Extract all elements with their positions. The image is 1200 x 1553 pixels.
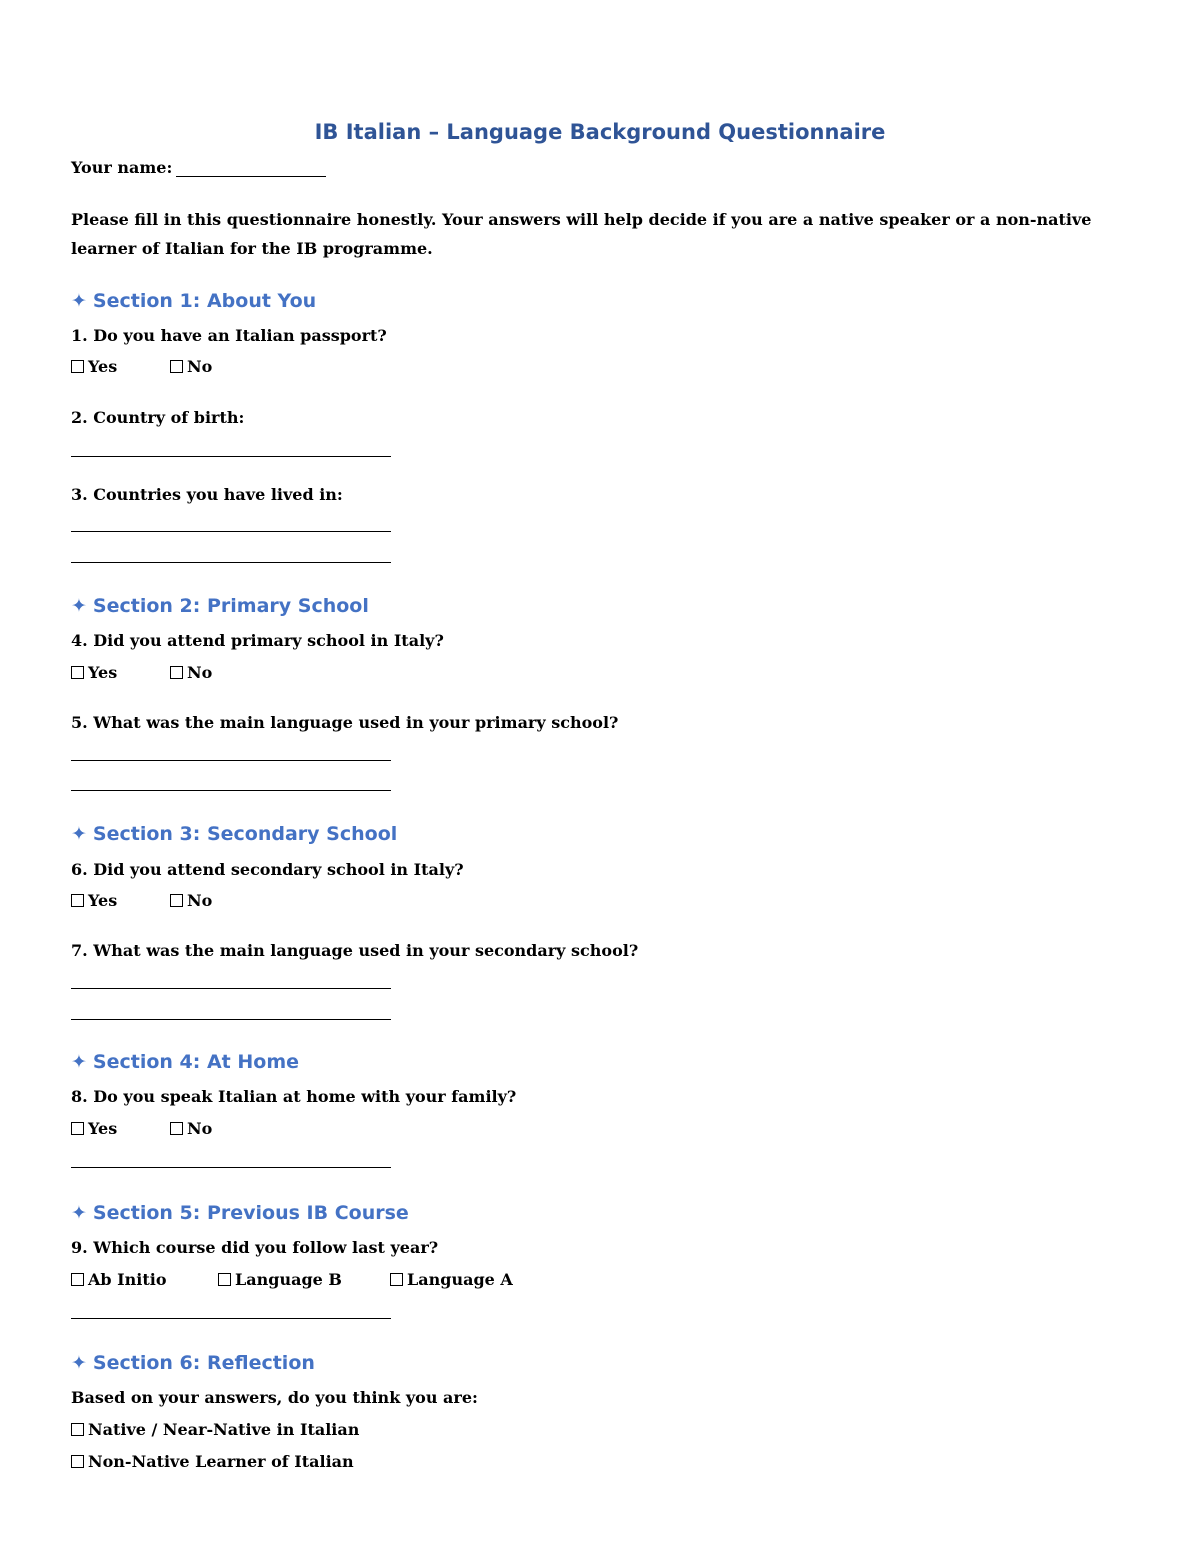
section-star-icon: ✦ (71, 1202, 87, 1224)
option-label: Language B (235, 1270, 342, 1289)
checkbox-icon[interactable] (218, 1273, 231, 1286)
checkbox-icon[interactable] (390, 1273, 403, 1286)
q6-yes-option[interactable] (71, 891, 117, 910)
section-heading-2 (71, 595, 369, 617)
option-label: Non-Native Learner of Italian (88, 1452, 354, 1471)
q9-language-b-option[interactable] (218, 1270, 342, 1289)
section-star-icon: ✦ (71, 595, 87, 617)
question-5: 5. What was the main language used in your primary school? (71, 713, 619, 732)
option-label: No (187, 663, 213, 682)
section-title: Section 3: Secondary School (92, 823, 398, 845)
option-label: No (187, 1119, 213, 1138)
question-9: 9. Which course did you follow last year? (71, 1238, 439, 1257)
question-10: Based on your answers, do you think you are: (71, 1388, 478, 1407)
question-4: 4. Did you attend primary school in Italy? (71, 631, 444, 650)
q4-no-option[interactable] (170, 663, 212, 682)
option-label: Language A (407, 1270, 513, 1289)
q9-ab-initio-option[interactable] (71, 1270, 167, 1289)
section-title: Section 6: Reflection (92, 1352, 315, 1374)
checkbox-icon[interactable] (71, 666, 84, 679)
question-8: 8. Do you speak Italian at home with your family? (71, 1087, 517, 1106)
checkbox-icon[interactable] (71, 1423, 84, 1436)
checkbox-icon[interactable] (170, 666, 183, 679)
section-star-icon: ✦ (71, 290, 87, 312)
option-label: Yes (88, 357, 118, 376)
section-star-icon: ✦ (71, 1352, 87, 1374)
intro-text: Please fill in this questionnaire honestly. Your answers will help decide if you are a native speaker or a non-native learner of Italian for the IB programme. (71, 210, 1092, 258)
answer-line[interactable] (71, 760, 391, 761)
checkbox-icon[interactable] (71, 894, 84, 907)
native-option[interactable] (71, 1420, 359, 1439)
answer-line[interactable] (71, 531, 391, 532)
checkbox-icon[interactable] (170, 360, 183, 373)
option-label: Yes (88, 891, 118, 910)
question-2: 2. Country of birth: (71, 408, 245, 427)
section-star-icon: ✦ (71, 1051, 87, 1073)
section-heading-5 (71, 1202, 409, 1224)
checkbox-icon[interactable] (71, 1455, 84, 1468)
q8-yes-option[interactable] (71, 1119, 117, 1138)
name-row (71, 158, 326, 177)
section-heading-6 (71, 1352, 315, 1374)
section-star-icon: ✦ (71, 823, 87, 845)
answer-line[interactable] (71, 456, 391, 457)
q6-no-option[interactable] (170, 891, 212, 910)
section-title: Section 4: At Home (92, 1051, 300, 1073)
answer-line[interactable] (71, 1318, 391, 1319)
option-label: Native / Near-Native in Italian (88, 1420, 360, 1439)
page-title: IB Italian – Language Background Questionnaire (314, 120, 886, 144)
option-label: Ab Initio (88, 1270, 167, 1289)
checkbox-icon[interactable] (170, 894, 183, 907)
option-label: Yes (88, 1119, 118, 1138)
q1-yes-option[interactable] (71, 357, 117, 376)
section-title: Section 2: Primary School (92, 595, 369, 617)
option-label: No (187, 891, 213, 910)
q4-yes-option[interactable] (71, 663, 117, 682)
question-7: 7. What was the main language used in your secondary school? (71, 941, 639, 960)
checkbox-icon[interactable] (71, 1122, 84, 1135)
answer-line[interactable] (71, 988, 391, 989)
answer-line[interactable] (71, 562, 391, 563)
option-label: No (187, 357, 213, 376)
question-6: 6. Did you attend secondary school in Italy? (71, 860, 464, 879)
section-title: Section 1: About You (92, 290, 317, 312)
answer-line[interactable] (71, 790, 391, 791)
checkbox-icon[interactable] (170, 1122, 183, 1135)
q9-language-a-option[interactable] (390, 1270, 513, 1289)
question-3: 3. Countries you have lived in: (71, 485, 343, 504)
section-heading-1 (71, 290, 316, 312)
checkbox-icon[interactable] (71, 1273, 84, 1286)
name-blank[interactable] (176, 158, 326, 177)
name-label: Your name: (71, 158, 173, 177)
question-1: 1. Do you have an Italian passport? (71, 326, 387, 345)
section-heading-4 (71, 1051, 299, 1073)
q8-no-option[interactable] (170, 1119, 212, 1138)
section-title: Section 5: Previous IB Course (92, 1202, 409, 1224)
answer-line[interactable] (71, 1019, 391, 1020)
section-heading-3 (71, 823, 397, 845)
q1-no-option[interactable] (170, 357, 212, 376)
answer-line[interactable] (71, 1167, 391, 1168)
checkbox-icon[interactable] (71, 360, 84, 373)
option-label: Yes (88, 663, 118, 682)
non-native-option[interactable] (71, 1452, 354, 1471)
